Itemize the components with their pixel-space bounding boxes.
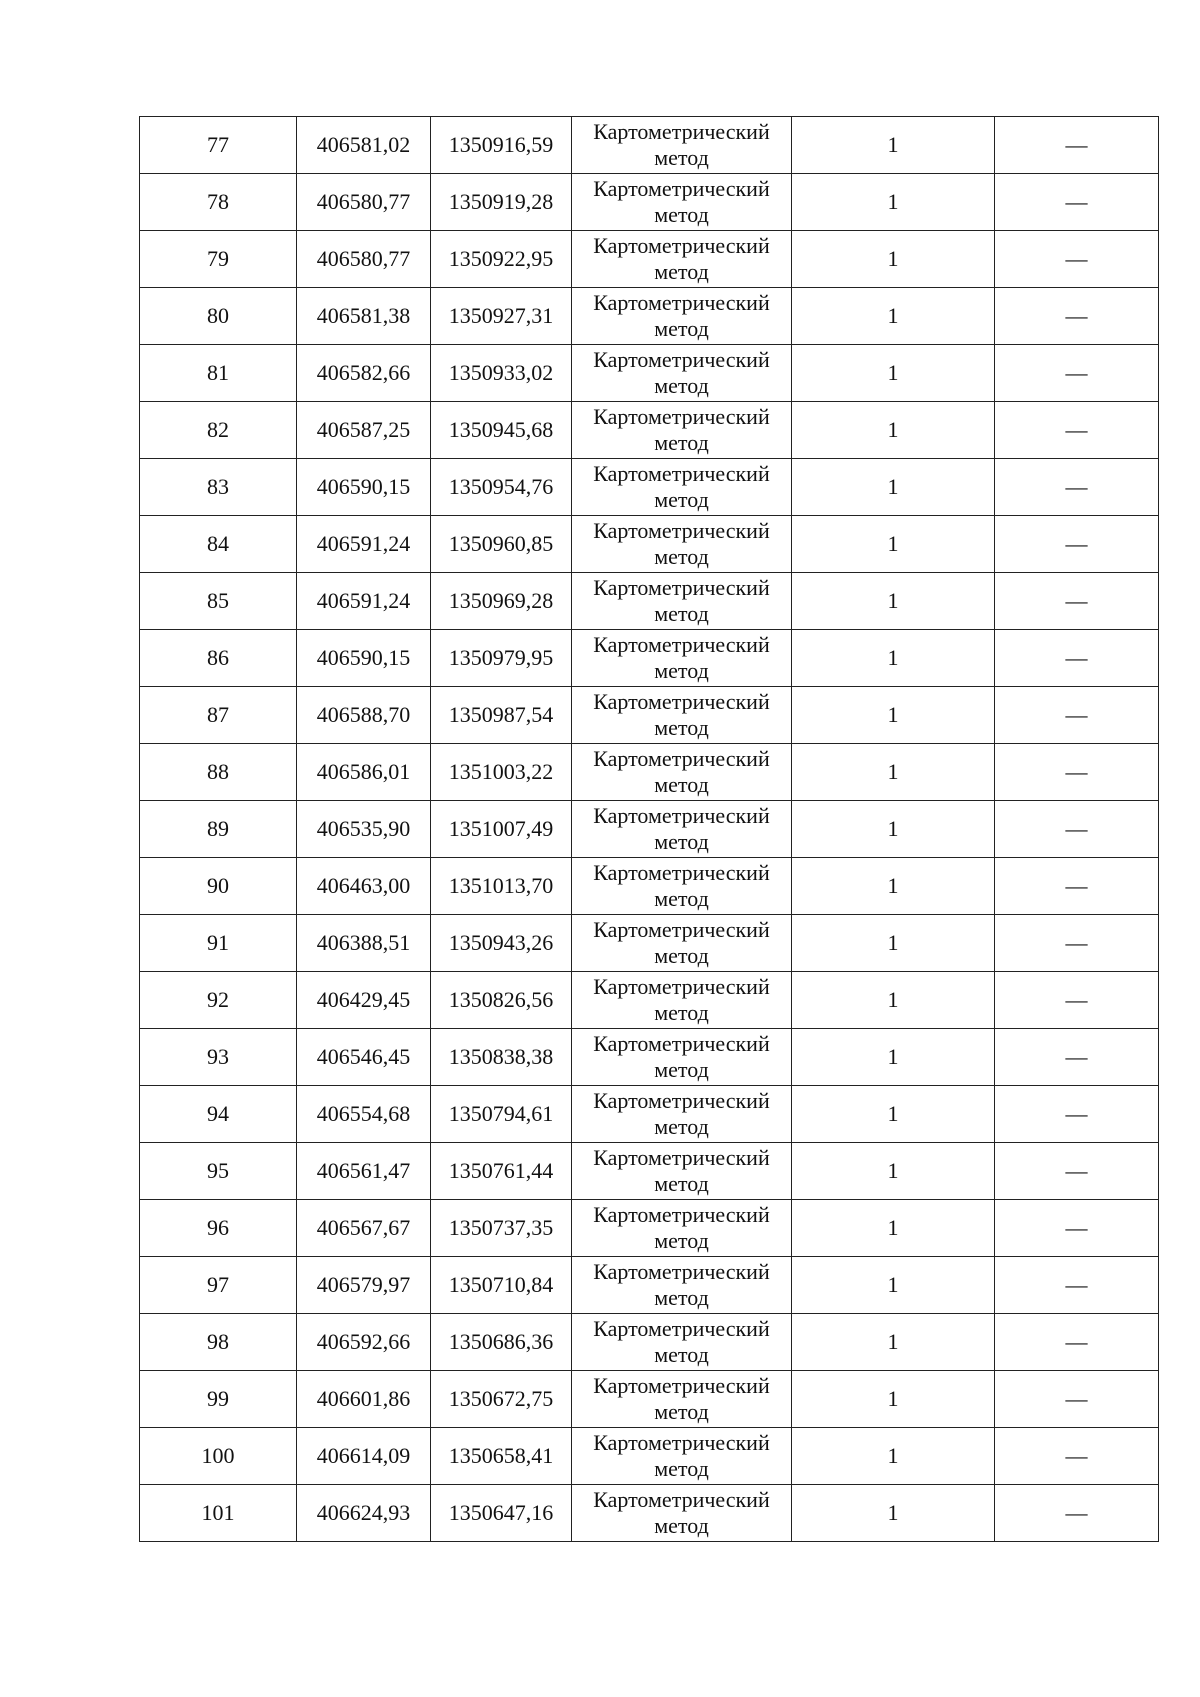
table-row <box>140 1485 1159 1542</box>
y-coordinate-cell: 1350969,28 <box>431 573 572 630</box>
point-number-cell: 86 <box>140 630 297 687</box>
method-cell <box>572 687 792 744</box>
description-cell: — <box>995 1143 1159 1200</box>
method-cell <box>572 402 792 459</box>
method-line-1: Картометрический <box>593 119 770 144</box>
method-line-1: Картометрический <box>593 1316 770 1341</box>
accuracy-cell: 1 <box>792 288 995 345</box>
table-row <box>140 1257 1159 1314</box>
method-line-1: Картометрический <box>593 1430 770 1455</box>
method-line-1: Картометрический <box>593 233 770 258</box>
method-line-2: метод <box>654 430 709 455</box>
description-cell: — <box>995 744 1159 801</box>
method-line-2: метод <box>654 1057 709 1082</box>
x-coordinate-cell: 406591,24 <box>297 573 431 630</box>
table-row <box>140 801 1159 858</box>
table-row <box>140 288 1159 345</box>
method-line-2: метод <box>654 886 709 911</box>
method-cell <box>572 174 792 231</box>
table-row <box>140 1143 1159 1200</box>
table-row <box>140 972 1159 1029</box>
description-cell: — <box>995 858 1159 915</box>
y-coordinate-cell: 1350647,16 <box>431 1485 572 1542</box>
accuracy-cell: 1 <box>792 1314 995 1371</box>
method-line-2: метод <box>654 1456 709 1481</box>
x-coordinate-cell: 406624,93 <box>297 1485 431 1542</box>
y-coordinate-cell: 1351007,49 <box>431 801 572 858</box>
method-line-2: метод <box>654 259 709 284</box>
table-row <box>140 402 1159 459</box>
method-cell <box>572 1485 792 1542</box>
accuracy-cell: 1 <box>792 402 995 459</box>
point-number-cell: 84 <box>140 516 297 573</box>
point-number-cell: 92 <box>140 972 297 1029</box>
x-coordinate-cell: 406580,77 <box>297 174 431 231</box>
table-row <box>140 345 1159 402</box>
method-cell <box>572 573 792 630</box>
method-line-2: метод <box>654 1114 709 1139</box>
accuracy-cell: 1 <box>792 1371 995 1428</box>
description-cell: — <box>995 174 1159 231</box>
y-coordinate-cell: 1350826,56 <box>431 972 572 1029</box>
method-cell <box>572 117 792 174</box>
description-cell: — <box>995 516 1159 573</box>
x-coordinate-cell: 406587,25 <box>297 402 431 459</box>
method-line-2: метод <box>654 202 709 227</box>
method-line-1: Картометрический <box>593 1373 770 1398</box>
accuracy-cell: 1 <box>792 117 995 174</box>
method-cell <box>572 1371 792 1428</box>
y-coordinate-cell: 1350943,26 <box>431 915 572 972</box>
table-row <box>140 459 1159 516</box>
y-coordinate-cell: 1350761,44 <box>431 1143 572 1200</box>
x-coordinate-cell: 406601,86 <box>297 1371 431 1428</box>
description-cell: — <box>995 402 1159 459</box>
x-coordinate-cell: 406580,77 <box>297 231 431 288</box>
method-line-2: метод <box>654 772 709 797</box>
x-coordinate-cell: 406591,24 <box>297 516 431 573</box>
accuracy-cell: 1 <box>792 1257 995 1314</box>
y-coordinate-cell: 1350945,68 <box>431 402 572 459</box>
y-coordinate-cell: 1350658,41 <box>431 1428 572 1485</box>
point-number-cell: 90 <box>140 858 297 915</box>
description-cell: — <box>995 1371 1159 1428</box>
description-cell: — <box>995 288 1159 345</box>
coordinates-table <box>139 116 1159 1542</box>
method-line-2: метод <box>654 373 709 398</box>
table-row <box>140 1029 1159 1086</box>
point-number-cell: 99 <box>140 1371 297 1428</box>
method-cell <box>572 459 792 516</box>
table-row <box>140 630 1159 687</box>
point-number-cell: 100 <box>140 1428 297 1485</box>
y-coordinate-cell: 1350838,38 <box>431 1029 572 1086</box>
table-row <box>140 1086 1159 1143</box>
method-line-1: Картометрический <box>593 689 770 714</box>
method-line-2: метод <box>654 1342 709 1367</box>
x-coordinate-cell: 406579,97 <box>297 1257 431 1314</box>
description-cell: — <box>995 915 1159 972</box>
x-coordinate-cell: 406463,00 <box>297 858 431 915</box>
method-line-2: метод <box>654 1513 709 1538</box>
description-cell: — <box>995 117 1159 174</box>
y-coordinate-cell: 1350686,36 <box>431 1314 572 1371</box>
table-row <box>140 231 1159 288</box>
method-line-2: метод <box>654 1228 709 1253</box>
point-number-cell: 85 <box>140 573 297 630</box>
accuracy-cell: 1 <box>792 1428 995 1485</box>
table-row <box>140 915 1159 972</box>
table-row <box>140 174 1159 231</box>
method-line-2: метод <box>654 829 709 854</box>
method-line-2: метод <box>654 658 709 683</box>
point-number-cell: 91 <box>140 915 297 972</box>
method-line-2: метод <box>654 715 709 740</box>
x-coordinate-cell: 406581,38 <box>297 288 431 345</box>
method-line-2: метод <box>654 1000 709 1025</box>
table-row <box>140 1200 1159 1257</box>
accuracy-cell: 1 <box>792 1200 995 1257</box>
method-cell <box>572 744 792 801</box>
description-cell: — <box>995 459 1159 516</box>
point-number-cell: 98 <box>140 1314 297 1371</box>
accuracy-cell: 1 <box>792 1029 995 1086</box>
method-cell <box>572 915 792 972</box>
y-coordinate-cell: 1350927,31 <box>431 288 572 345</box>
table-row <box>140 117 1159 174</box>
point-number-cell: 89 <box>140 801 297 858</box>
point-number-cell: 82 <box>140 402 297 459</box>
accuracy-cell: 1 <box>792 516 995 573</box>
description-cell: — <box>995 1200 1159 1257</box>
accuracy-cell: 1 <box>792 1143 995 1200</box>
table-row <box>140 1314 1159 1371</box>
description-cell: — <box>995 630 1159 687</box>
description-cell: — <box>995 1086 1159 1143</box>
accuracy-cell: 1 <box>792 231 995 288</box>
table-row <box>140 1428 1159 1485</box>
method-cell <box>572 858 792 915</box>
method-line-1: Картометрический <box>593 290 770 315</box>
y-coordinate-cell: 1350710,84 <box>431 1257 572 1314</box>
method-cell <box>572 1257 792 1314</box>
y-coordinate-cell: 1350916,59 <box>431 117 572 174</box>
method-cell <box>572 630 792 687</box>
description-cell: — <box>995 801 1159 858</box>
method-line-1: Картометрический <box>593 461 770 486</box>
accuracy-cell: 1 <box>792 1485 995 1542</box>
point-number-cell: 78 <box>140 174 297 231</box>
point-number-cell: 97 <box>140 1257 297 1314</box>
table-row <box>140 1371 1159 1428</box>
point-number-cell: 94 <box>140 1086 297 1143</box>
accuracy-cell: 1 <box>792 687 995 744</box>
y-coordinate-cell: 1350960,85 <box>431 516 572 573</box>
accuracy-cell: 1 <box>792 459 995 516</box>
y-coordinate-cell: 1350794,61 <box>431 1086 572 1143</box>
x-coordinate-cell: 406567,67 <box>297 1200 431 1257</box>
point-number-cell: 80 <box>140 288 297 345</box>
description-cell: — <box>995 687 1159 744</box>
method-cell <box>572 231 792 288</box>
method-line-2: метод <box>654 316 709 341</box>
description-cell: — <box>995 972 1159 1029</box>
table-row <box>140 573 1159 630</box>
x-coordinate-cell: 406592,66 <box>297 1314 431 1371</box>
x-coordinate-cell: 406590,15 <box>297 630 431 687</box>
method-line-1: Картометрический <box>593 404 770 429</box>
y-coordinate-cell: 1350987,54 <box>431 687 572 744</box>
method-cell <box>572 1029 792 1086</box>
accuracy-cell: 1 <box>792 573 995 630</box>
y-coordinate-cell: 1350979,95 <box>431 630 572 687</box>
y-coordinate-cell: 1350672,75 <box>431 1371 572 1428</box>
method-line-2: метод <box>654 544 709 569</box>
table-row <box>140 687 1159 744</box>
x-coordinate-cell: 406582,66 <box>297 345 431 402</box>
table-row <box>140 516 1159 573</box>
point-number-cell: 88 <box>140 744 297 801</box>
point-number-cell: 87 <box>140 687 297 744</box>
x-coordinate-cell: 406614,09 <box>297 1428 431 1485</box>
x-coordinate-cell: 406588,70 <box>297 687 431 744</box>
description-cell: — <box>995 1428 1159 1485</box>
method-line-1: Картометрический <box>593 518 770 543</box>
method-cell <box>572 1086 792 1143</box>
y-coordinate-cell: 1350933,02 <box>431 345 572 402</box>
method-line-1: Картометрический <box>593 347 770 372</box>
accuracy-cell: 1 <box>792 744 995 801</box>
description-cell: — <box>995 573 1159 630</box>
method-line-2: метод <box>654 487 709 512</box>
method-cell <box>572 801 792 858</box>
accuracy-cell: 1 <box>792 801 995 858</box>
point-number-cell: 96 <box>140 1200 297 1257</box>
x-coordinate-cell: 406581,02 <box>297 117 431 174</box>
y-coordinate-cell: 1351013,70 <box>431 858 572 915</box>
x-coordinate-cell: 406388,51 <box>297 915 431 972</box>
method-line-1: Картометрический <box>593 1202 770 1227</box>
point-number-cell: 93 <box>140 1029 297 1086</box>
x-coordinate-cell: 406546,45 <box>297 1029 431 1086</box>
x-coordinate-cell: 406554,68 <box>297 1086 431 1143</box>
method-line-1: Картометрический <box>593 632 770 657</box>
point-number-cell: 101 <box>140 1485 297 1542</box>
method-line-1: Картометрический <box>593 1145 770 1170</box>
method-cell <box>572 345 792 402</box>
description-cell: — <box>995 345 1159 402</box>
method-cell <box>572 516 792 573</box>
description-cell: — <box>995 1314 1159 1371</box>
method-line-1: Картометрический <box>593 1259 770 1284</box>
method-line-2: метод <box>654 1171 709 1196</box>
coordinates-table-body <box>140 117 1159 1542</box>
method-line-1: Картометрический <box>593 746 770 771</box>
description-cell: — <box>995 1257 1159 1314</box>
table-row <box>140 744 1159 801</box>
method-line-1: Картометрический <box>593 917 770 942</box>
method-line-1: Картометрический <box>593 1088 770 1113</box>
point-number-cell: 95 <box>140 1143 297 1200</box>
point-number-cell: 83 <box>140 459 297 516</box>
table-row <box>140 858 1159 915</box>
method-cell <box>572 1314 792 1371</box>
method-cell <box>572 1428 792 1485</box>
x-coordinate-cell: 406586,01 <box>297 744 431 801</box>
accuracy-cell: 1 <box>792 972 995 1029</box>
method-cell <box>572 1143 792 1200</box>
accuracy-cell: 1 <box>792 915 995 972</box>
method-cell <box>572 1200 792 1257</box>
point-number-cell: 79 <box>140 231 297 288</box>
point-number-cell: 77 <box>140 117 297 174</box>
accuracy-cell: 1 <box>792 630 995 687</box>
x-coordinate-cell: 406590,15 <box>297 459 431 516</box>
method-line-1: Картометрический <box>593 176 770 201</box>
y-coordinate-cell: 1350919,28 <box>431 174 572 231</box>
method-line-2: метод <box>654 145 709 170</box>
method-line-1: Картометрический <box>593 803 770 828</box>
method-line-1: Картометрический <box>593 1031 770 1056</box>
y-coordinate-cell: 1350737,35 <box>431 1200 572 1257</box>
method-cell <box>572 972 792 1029</box>
method-cell <box>572 288 792 345</box>
x-coordinate-cell: 406429,45 <box>297 972 431 1029</box>
method-line-1: Картометрический <box>593 575 770 600</box>
method-line-2: метод <box>654 601 709 626</box>
y-coordinate-cell: 1351003,22 <box>431 744 572 801</box>
accuracy-cell: 1 <box>792 174 995 231</box>
accuracy-cell: 1 <box>792 1086 995 1143</box>
y-coordinate-cell: 1350954,76 <box>431 459 572 516</box>
description-cell: — <box>995 231 1159 288</box>
method-line-2: метод <box>654 943 709 968</box>
method-line-2: метод <box>654 1285 709 1310</box>
method-line-1: Картометрический <box>593 974 770 999</box>
x-coordinate-cell: 406561,47 <box>297 1143 431 1200</box>
point-number-cell: 81 <box>140 345 297 402</box>
method-line-1: Картометрический <box>593 860 770 885</box>
method-line-2: метод <box>654 1399 709 1424</box>
description-cell: — <box>995 1029 1159 1086</box>
x-coordinate-cell: 406535,90 <box>297 801 431 858</box>
accuracy-cell: 1 <box>792 858 995 915</box>
accuracy-cell: 1 <box>792 345 995 402</box>
method-line-1: Картометрический <box>593 1487 770 1512</box>
description-cell: — <box>995 1485 1159 1542</box>
y-coordinate-cell: 1350922,95 <box>431 231 572 288</box>
